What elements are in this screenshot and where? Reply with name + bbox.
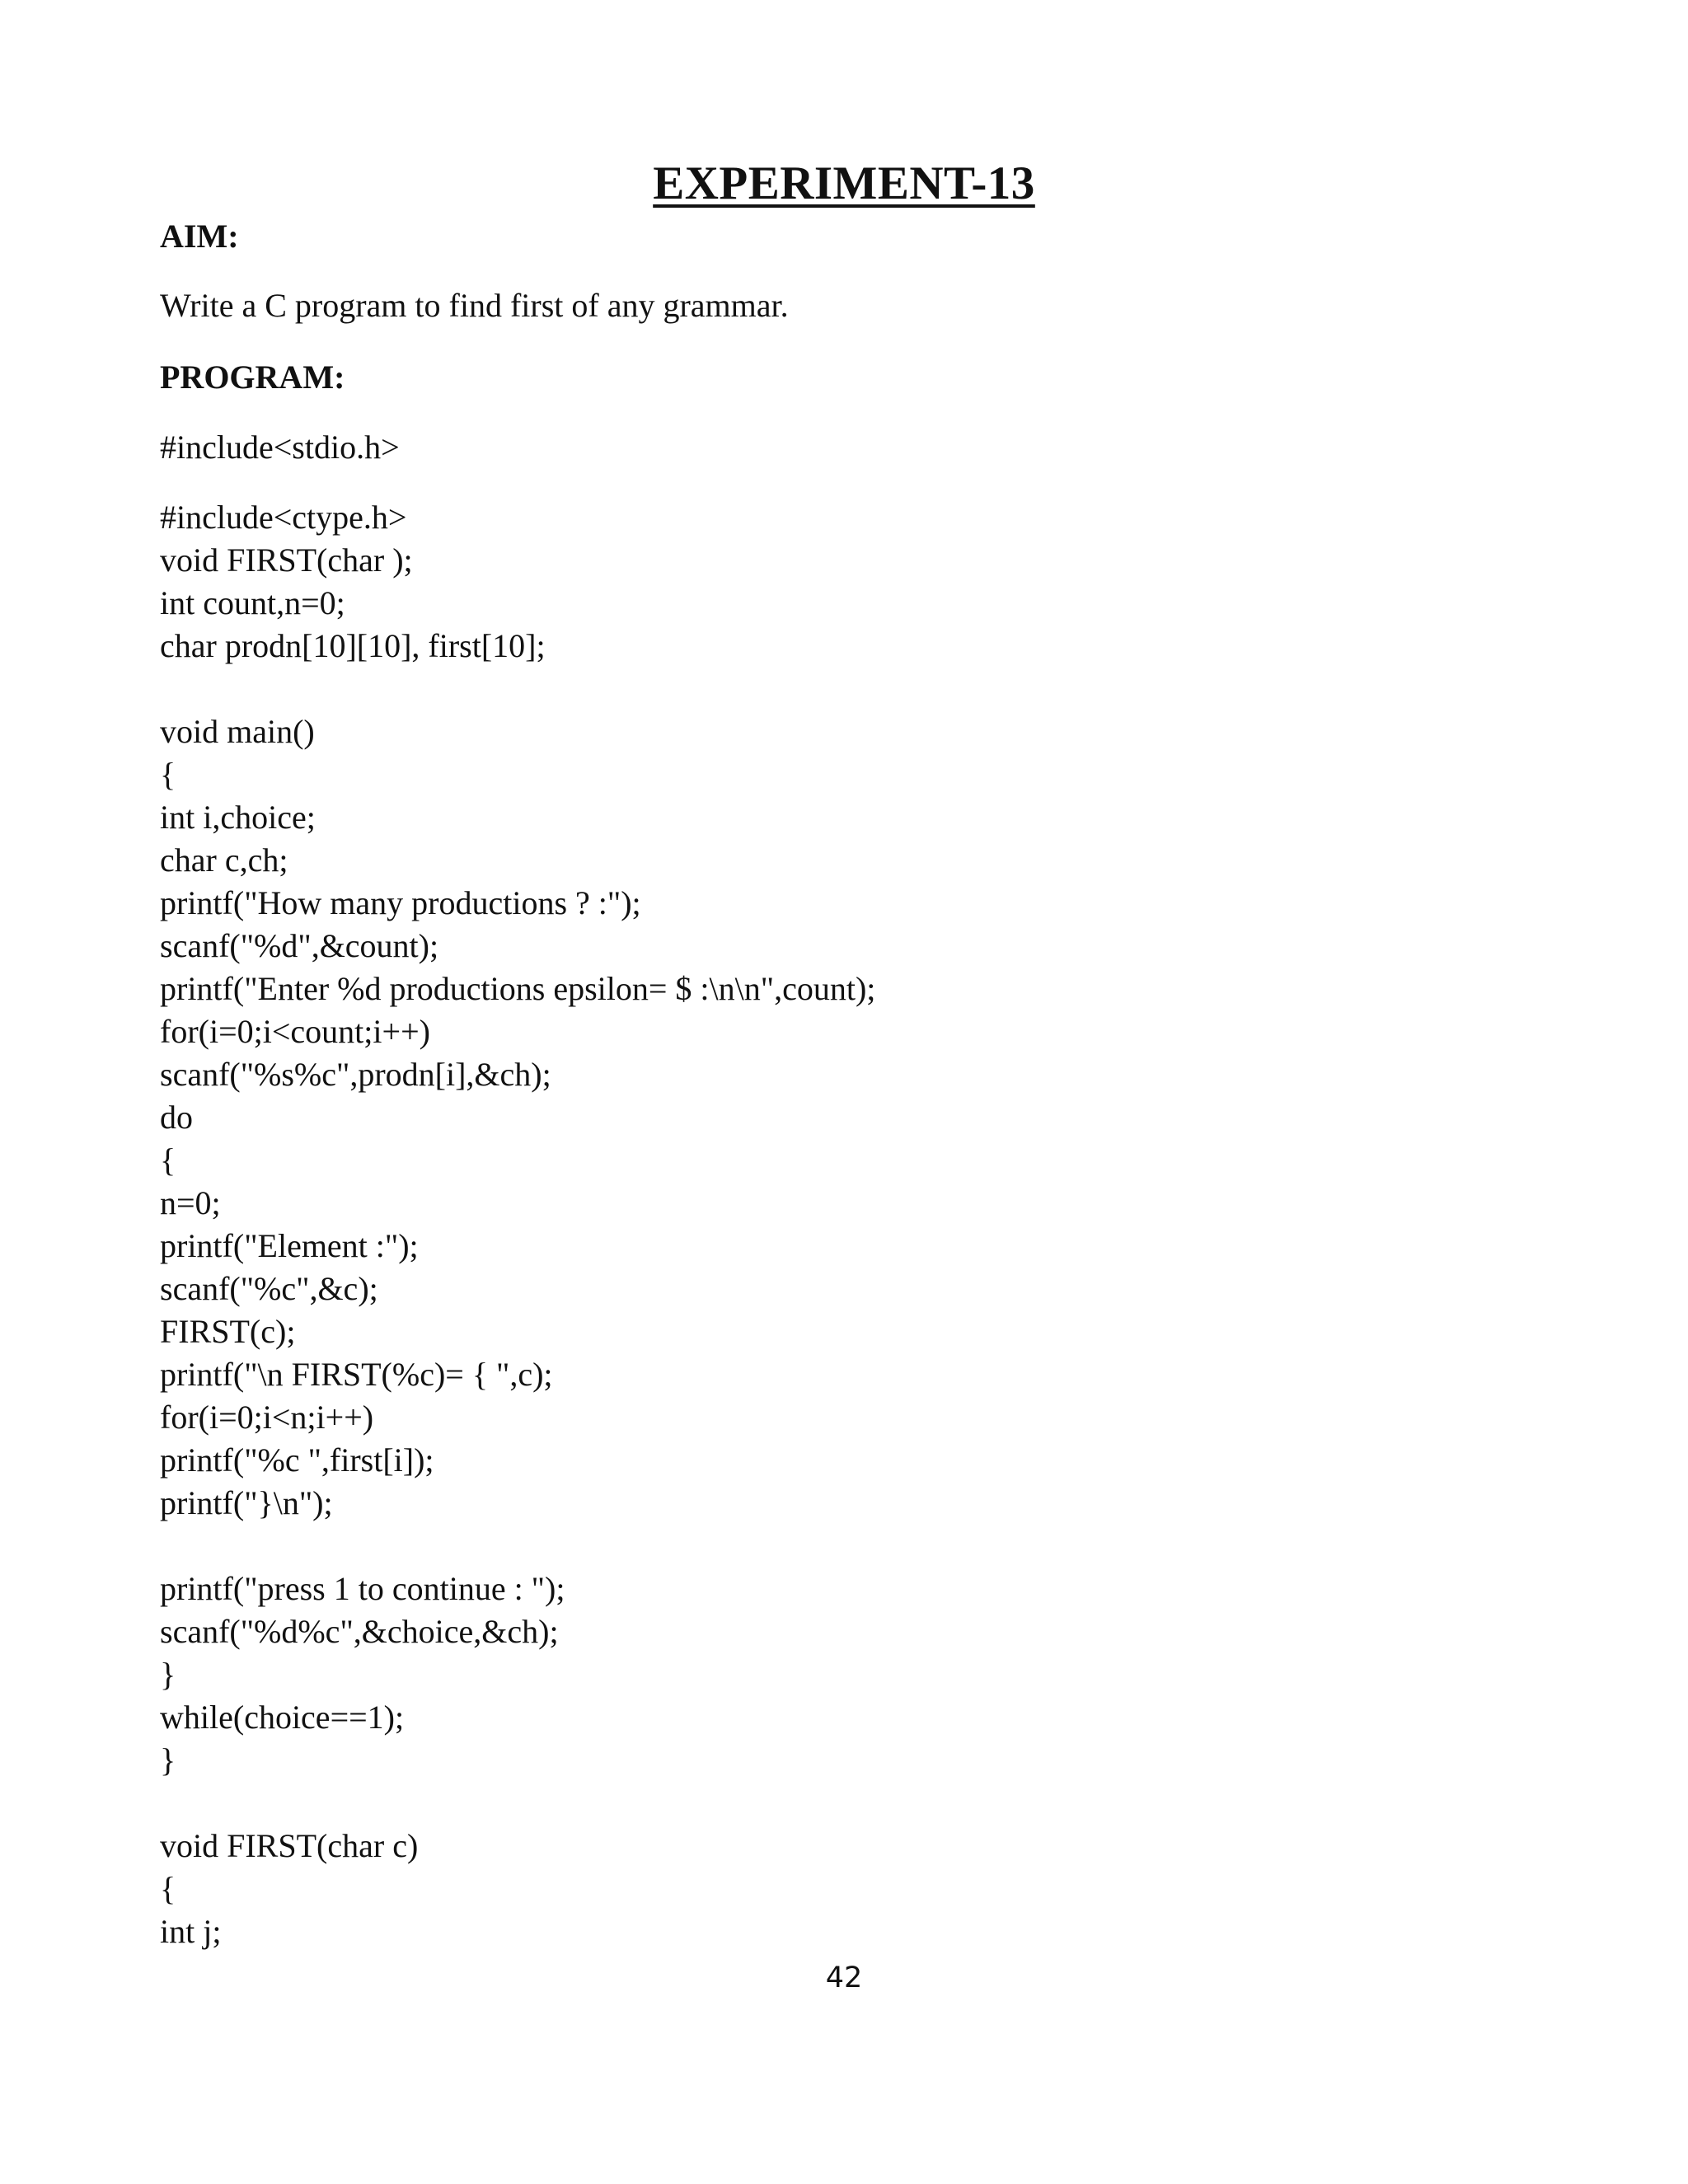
code-line: int i,choice; [160, 799, 316, 836]
code-line: char c,ch; [160, 841, 288, 879]
code-line: do [160, 1099, 193, 1136]
code-line: int j; [160, 1913, 222, 1950]
code-line: printf("}\n"); [160, 1484, 333, 1521]
code-line: FIRST(c); [160, 1313, 296, 1350]
code-line: printf("%c ",first[i]); [160, 1441, 434, 1479]
code-line: scanf("%c",&c); [160, 1270, 378, 1307]
code-line: for(i=0;i<n;i++) [160, 1399, 374, 1436]
code-line: void FIRST(char c) [160, 1827, 419, 1864]
experiment-title: EXPERIMENT-13 [653, 157, 1035, 209]
program-heading: PROGRAM: [160, 359, 345, 396]
code-line: printf("Element :"); [160, 1227, 419, 1264]
code-line: n=0; [160, 1184, 221, 1221]
code-line: printf("How many productions ? :"); [160, 884, 641, 921]
code-line: #include<ctype.h> [160, 499, 407, 536]
code-line: { [160, 1870, 176, 1907]
code-line: while(choice==1); [160, 1699, 405, 1736]
code-line: printf("Enter %d productions epsilon= $ :\n\n",count); [160, 970, 876, 1007]
code-line: printf("\n FIRST(%c)= { ",c); [160, 1356, 553, 1393]
code-line: void main() [160, 713, 315, 750]
page-number: 42 [825, 1961, 863, 1994]
code-line: char prodn[10][10], first[10]; [160, 627, 546, 664]
code-line: } [160, 1741, 176, 1779]
code-line: scanf("%d%c",&choice,&ch); [160, 1613, 559, 1650]
code-line: scanf("%s%c",prodn[i],&ch); [160, 1056, 551, 1093]
code-line: } [160, 1656, 176, 1693]
code-line: for(i=0;i<count;i++) [160, 1013, 430, 1050]
code-line: { [160, 1141, 176, 1179]
aim-text: Write a C program to find first of any grammar. [160, 287, 789, 324]
aim-heading: AIM: [160, 218, 239, 255]
code-line: int count,n=0; [160, 584, 345, 621]
code-line: #include<stdio.h> [160, 429, 400, 466]
code-line: void FIRST(char ); [160, 541, 413, 579]
code-line: { [160, 756, 176, 793]
code-line: printf("press 1 to continue : "); [160, 1570, 565, 1607]
code-line: scanf("%d",&count); [160, 927, 439, 964]
